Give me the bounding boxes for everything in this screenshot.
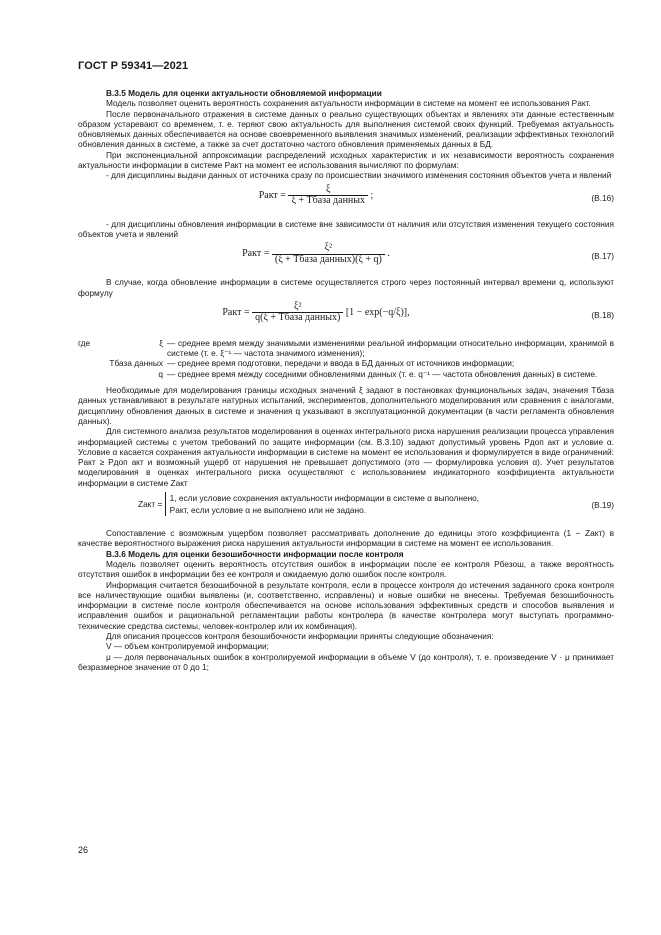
formula-tail: ;: [370, 189, 374, 201]
formula-number: (В.19): [591, 500, 614, 511]
where-label: где: [78, 337, 91, 348]
definition-symbol: ξ: [159, 337, 163, 348]
formula-lhs: Pакт =: [242, 248, 270, 260]
formula-b16: [78, 185, 614, 215]
definition-text: — среднее время между значимыми изменениями реальной информации относительно информации, хранимой в системе (т. е. ξ⁻¹ — частота значимого изменения);: [167, 337, 614, 359]
formula-b18: [78, 302, 614, 332]
formula-fraction: [252, 302, 343, 324]
formula-fraction: [272, 243, 385, 265]
formula-lhs: Pакт =: [258, 189, 286, 201]
paragraph: Модель позволяет оценить вероятность отсутствия ошибок в информации после ее контроля Pбезош, а также вероятность отсутствия ошибок в информации без ее контроля и ожидаемую долю ошибок после контроля.: [78, 558, 614, 580]
document-body: [78, 88, 614, 672]
paragraph: Сопоставление с возможным ущербом позволяет рассматривать дополнение до единицы этого коэффициента (1 − Zакт) в качестве вероятностного выражения риска нарушения актуальности информации в системе на момент ее использования.: [78, 528, 614, 549]
definition-item: [78, 358, 614, 368]
fraction-denominator: ξ + Tбаза данных: [291, 194, 366, 206]
definition-symbol: q: [158, 368, 163, 379]
paragraph: μ — доля первоначальных ошибок в контролируемой информации в объеме V (до контроля), т. е. произведение V · μ принимает безразмерное значение от 0 до 1;: [78, 651, 614, 672]
definition-text: — среднее время подготовки, передачи и ввода в БД данных от источников информации;: [167, 358, 515, 369]
fraction-numerator: ξ²: [272, 243, 385, 254]
paragraph: При экспоненциальной аппроксимации распределений исходных характеристик и их независимости вероятность сохранения актуальности информации в системе Pакт на момент ее использования вычисляют по формулам:: [78, 149, 614, 171]
formula-fraction: [288, 185, 368, 207]
paragraph: В случае, когда обновление информации в системе осуществляется строго через постоянный интервал времени q, используют формулу: [78, 277, 614, 298]
fraction-denominator: q(ξ + Tбаза данных): [255, 312, 341, 324]
definition-item: [78, 369, 614, 379]
fraction-denominator: (ξ + Tбаза данных)(ξ + q): [274, 253, 382, 265]
formula-number: (В.16): [591, 192, 614, 203]
formula-number: (В.18): [591, 309, 614, 320]
formula-lhs: Pакт =: [222, 306, 250, 318]
formula-number: (В.17): [591, 251, 614, 262]
formula-b17: [78, 243, 614, 273]
section-heading: В.3.6 Модель для оценки безошибочности информации после контроля: [106, 548, 404, 559]
paragraph: - для дисциплины обновления информации в системе вне зависимости от наличия или отсутствия изменения текущего состояния объектов учета и явлений: [78, 218, 614, 239]
definition-item: [78, 338, 614, 359]
paragraph: - для дисциплины выдачи данных от источника сразу по происшествии значимого изменения состояния объектов учета и явлений: [106, 170, 612, 181]
paragraph: V — объем контролируемой информации;: [106, 641, 269, 652]
formula-b19: [78, 492, 614, 524]
paragraph: Для описания процессов контроля безошибочности информации приняты следующие обозначения:: [106, 630, 494, 641]
paragraph: Информация считается безошибочной в результате контроля, если в процессе контроля до истечения заданного срока контроля все наличествующие ошибки выявлены (и, соответственно, исправлены) и новые ошибки не внесены. Требуемая безошибочность информации в системе после контроля обеспечивается на основе использования эффективных средств и способов выявления и исправления ошибок и рациональной регламентации работы контролера (в качестве контролера могут выступать программно-технические средства системы, человек-контролер или их комбинация).: [78, 579, 614, 631]
fraction-numerator: ξ: [288, 185, 368, 196]
definition-symbol: Tбаза данных: [109, 358, 163, 369]
section-heading: В.3.5 Модель для оценки актуальности обновляемой информации: [106, 88, 382, 98]
fraction-numerator: ξ²: [252, 302, 343, 313]
case-line: Pакт, если условие α не выполнено или не задано.: [169, 505, 367, 516]
page-number: 26: [78, 845, 89, 855]
formula-lhs: Zакт =: [138, 498, 163, 509]
paragraph: После первоначального отражения в системе данных о реально существующих объектах и явлениях эти данные естественным образом устаревают со временем, т. е. теряют свою актуальность для выполнения системой своих функций. Требуемая актуальность обновляемых данных обеспечивается на основе своевременного выявления значимых изменений, реализации эффективных технологий обновления данных в системе, а также за счет достаточно частого обновления применяемых данных в БД.: [78, 108, 614, 150]
definitions-list: [78, 338, 614, 379]
formula-tail: [1 − exp(−q/ξ)],: [345, 306, 410, 318]
formula-tail: .: [387, 248, 390, 260]
case-line: 1, если условие сохранения актуальности информации в системе α выполнено,: [169, 493, 480, 504]
paragraph: Для системного анализа результатов моделирования в оценках интегрального риска нарушения реализации процесса управления информацией системы с учетом требований по защите информации (см. В.3.10) задают допустимый уровень Pдоп акт и условие α. Условие α касается сохранения актуальности информации в системе на момент ее использования и формулируется в виде ограничений: Pакт ≥ Pдоп акт и возможный ущерб от нарушения не превышает допустимого (это — формулировка условия α). Учет результатов моделирования в оценках интегрального риска осуществляют с использованием индикаторного коэффициента актуальности информации в системе Zакт: [78, 426, 614, 488]
document-header: ГОСТ Р 59341—2021: [78, 60, 189, 72]
piecewise-cases: [165, 492, 479, 516]
paragraph: Модель позволяет оценить вероятность сохранения актуальности информации в системе на момент ее использования Pакт.: [106, 98, 591, 109]
paragraph: Необходимые для моделирования границы исходных значений ξ задают в постановках функциональных задач, значения Tбаза данных устанавливают в результате натурных испытаний, экспериментов, дополнительного моделирования или сравнения с аналогами, дисциплину обновления данных в системе и значения q указывают в эксплуатационной документации (в части регламента обновления данных).: [78, 385, 614, 426]
definition-text: — среднее время между соседними обновлениями данных (т. е. q⁻¹ — частота обновления данных) в системе.: [167, 368, 598, 379]
